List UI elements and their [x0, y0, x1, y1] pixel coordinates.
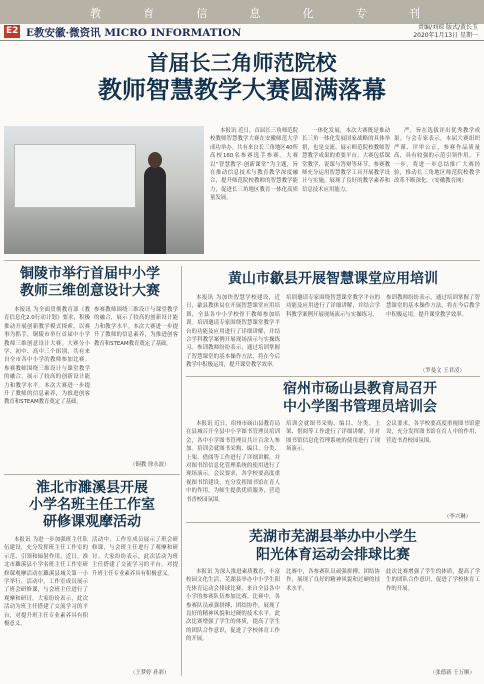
- masthead-char: 化: [302, 7, 314, 20]
- lead-headline-line1: 首届长三角师范院校: [147, 50, 337, 75]
- masthead-char: 专: [355, 7, 367, 20]
- section-brand: E教安徽·微资讯 MICRO INFORMATION: [26, 27, 242, 39]
- article-body-suzhou-cont2: 会议要求，各学校要高度重视图书馆建设，充分发挥图书馆在育人中的作用，营造书香校园氛围。: [386, 421, 480, 444]
- article-title-huangshan: 黄山市歙县开展智慧课堂应用培训: [228, 271, 438, 287]
- column-divider: [181, 266, 182, 676]
- lead-body-col2: 一体化发展，本次大赛既是推动长三角一体化发展国家战略的具体举措，也是交流、展示师范院校教师智慧教学成果的重要平台。大赛包括课堂教学、说课与答辩等环节，参赛教师充分运用智慧教学工具开展教学设计与实施，展现了良好的教学素养和信息技术应用能力。: [302, 128, 390, 193]
- section-header: [0, 24, 484, 41]
- editor-credits: 责编/刘琼 版式/黄长玉: [418, 24, 478, 31]
- lead-body-col1: 本报讯 近日，首届长三角师范院校教师智慧教学大赛在安徽师范大学成功举办。共有来自长三角地区40所高校160名参赛选手参赛。大赛以“智慧教学·创新课堂”为主题，旨在推动信息技术与教育教学深度融合，提升师范院校教师的智慧教学能力，促进长三角地区教育一体化高质量发展。: [210, 128, 298, 202]
- article-body-wuhu-cont2: 此次比赛增强了学生的体质，提高了学生的团队合作意识，促进了学校体育工作的开展。: [386, 569, 480, 592]
- issue-date: 2020年1月13日 星期一: [413, 31, 478, 39]
- article-body-huangshan: 本报讯 为加快智慧学校建设，近日，歙县教体局在开展智慧课堂应用培训，全县各中小学校骨干教师参加培训。培训邀请专家围绕智慧课堂教学平台的功能及应用进行了详细讲解，并结合学科教学案例开展现场演示与实操练习。参训教师纷纷表示，通过培训掌握了智慧课堂的基本操作方法，将在今后教学中积极运用，提升课堂教学效率。: [186, 295, 280, 369]
- photo-speaker: [144, 166, 166, 254]
- divider: [186, 376, 480, 377]
- article-title-tongling: 铜陵市举行首届中小学 教师三维创意设计大赛: [20, 266, 160, 299]
- masthead-characters: [90, 5, 420, 21]
- signature-huaibei: （王梦婷 孙彩）: [130, 670, 170, 676]
- signature-wuhu: （张德新 王万顺）: [430, 670, 475, 676]
- photo-screen: [14, 144, 136, 208]
- lead-photo: [4, 126, 204, 254]
- article-body-wuhu: 本报讯 为深入推进素质教育，丰富校园文化生活，芜湖县举办中小学生阳光体育运动会排球比赛，来自全县各中小学的参赛队伍参加比赛。比赛中，各参赛队员顽强拼搏、团结协作，展现了良好的精神风貌和过硬的技术水平。此次比赛增强了学生的体质，提高了学生的团队合作意识，促进了学校体育工作的开展。: [186, 569, 280, 643]
- masthead-band: [0, 0, 484, 24]
- signature-huangshan: （罗曼文 王君凌）: [420, 368, 465, 374]
- signature-tongling: （铜教 徐永波）: [130, 462, 170, 468]
- lead-headline: [60, 50, 424, 105]
- masthead-char: 信: [196, 7, 208, 20]
- article-body-huangshan-cont: 培训邀请专家围绕智慧课堂教学平台的功能及应用进行了详细讲解，并结合学科教学案例开展现场演示与实操练习。: [286, 295, 380, 318]
- lead-headline-line2: 教师智慧教学大赛圆满落幕: [98, 75, 386, 104]
- article-title-huaibei: 淮北市濉溪县开展 小学名班主任工作室 研修课观摩活动: [29, 480, 155, 530]
- masthead-char: 育: [143, 7, 155, 20]
- article-title-wuhu: 芜湖市芜湖县举办中小学生 阳光体育运动会排球比赛: [249, 529, 417, 563]
- article-body-tongling-cont: 参赛教师围绕三维设计与课堂教学的融合，展示了较高的创新设计能力和教学水平。本次大赛进一步提升了教师的信息素养，为推进创客教育和STEAM教育奠定了基础。: [94, 307, 178, 347]
- article-title-suzhou: 宿州市砀山县教育局召开 中小学图书管理员培训会: [283, 381, 437, 415]
- article-body-huangshan-cont2: 参训教师纷纷表示，通过培训掌握了智慧课堂的基本操作方法，将在今后教学中积极运用，提升课堂教学效率。: [386, 295, 480, 318]
- article-body-suzhou: 本报讯 近日，宿州市砀山县教育局在县城召开全县中小学图书管理员培训会，各中小学图书管理员共计百余人参加。培训会就图书采购、编目、分类、上架、借阅等工作进行了详细讲解，并对图书馆信息化管理系统的使用进行了现场演示。会议要求，各学校要高度重视图书馆建设，充分发挥图书馆在育人中的作用，为师生提供优质服务，营造书香校园氛围。: [186, 421, 280, 503]
- article-body-wuhu-cont: 比赛中，各参赛队员顽强拼搏、团结协作，展现了良好的精神风貌和过硬的技术水平。: [286, 569, 380, 592]
- lead-body-col3: 严，旨在选拔评出优秀教学成果。与会专家表示，本届大赛组织严谨、评审公正，参赛作品质量高，具有较强的示范引领作用。下一步，将进一步总结推广大赛经验，推动长三角地区师范院校教学改革不断深化。（安徽教育网）: [394, 128, 480, 185]
- masthead-char: 息: [249, 7, 261, 20]
- article-body-suzhou-cont: 培训会就图书采购、编目、分类、上架、借阅等工作进行了详细讲解，并对图书馆信息化管理系统的使用进行了现场演示。: [286, 421, 380, 453]
- divider: [4, 260, 480, 261]
- signature-suzhou: （李兴琳）: [444, 514, 471, 520]
- edition-tag: E2: [6, 26, 19, 36]
- masthead-char: 刊: [408, 7, 420, 20]
- article-body-huaibei: 本报讯 为进一步加强班主任队伍建设，充分发挥班主任工作室的示范、引领和辐射作用，近日，淮北市濉溪县小学名班主任工作室研修课观摩活动在濉溪县城关第一小学举行。活动中，工作室成员展示了班会研修课，与会班主任进行了观摩和研讨。大家纷纷表示，此次活动为班主任搭建了交流学习的平台，对提升班主任专业素养具有积极意义。: [4, 537, 88, 628]
- article-body-tongling: 本报讯 为全面贯彻教育部《教育信息化2.0行动计划》要求，积极推动开展创新教学模式探索，以赛事为抓手，铜陵市举行首届中小学教师三维创意设计大赛。大赛分小学、初中、高中三个组别，共有来自全市各中小学的教师参加比赛。参赛教师围绕三维设计与课堂教学的融合，展示了较高的创新设计能力和教学水平。本次大赛进一步提升了教师的信息素养，为推进创客教育和STEAM教育奠定了基础。: [4, 307, 90, 406]
- issue-meta: [413, 24, 478, 39]
- divider: [186, 522, 480, 523]
- masthead-char: 教: [90, 7, 101, 20]
- divider: [4, 474, 180, 475]
- article-body-huaibei-cont: 活动中，工作室成员展示了班会研修课，与会班主任进行了观摩和研讨。大家纷纷表示，此次活动为班主任搭建了交流学习的平台，对提升班主任专业素养具有积极意义。: [92, 537, 178, 577]
